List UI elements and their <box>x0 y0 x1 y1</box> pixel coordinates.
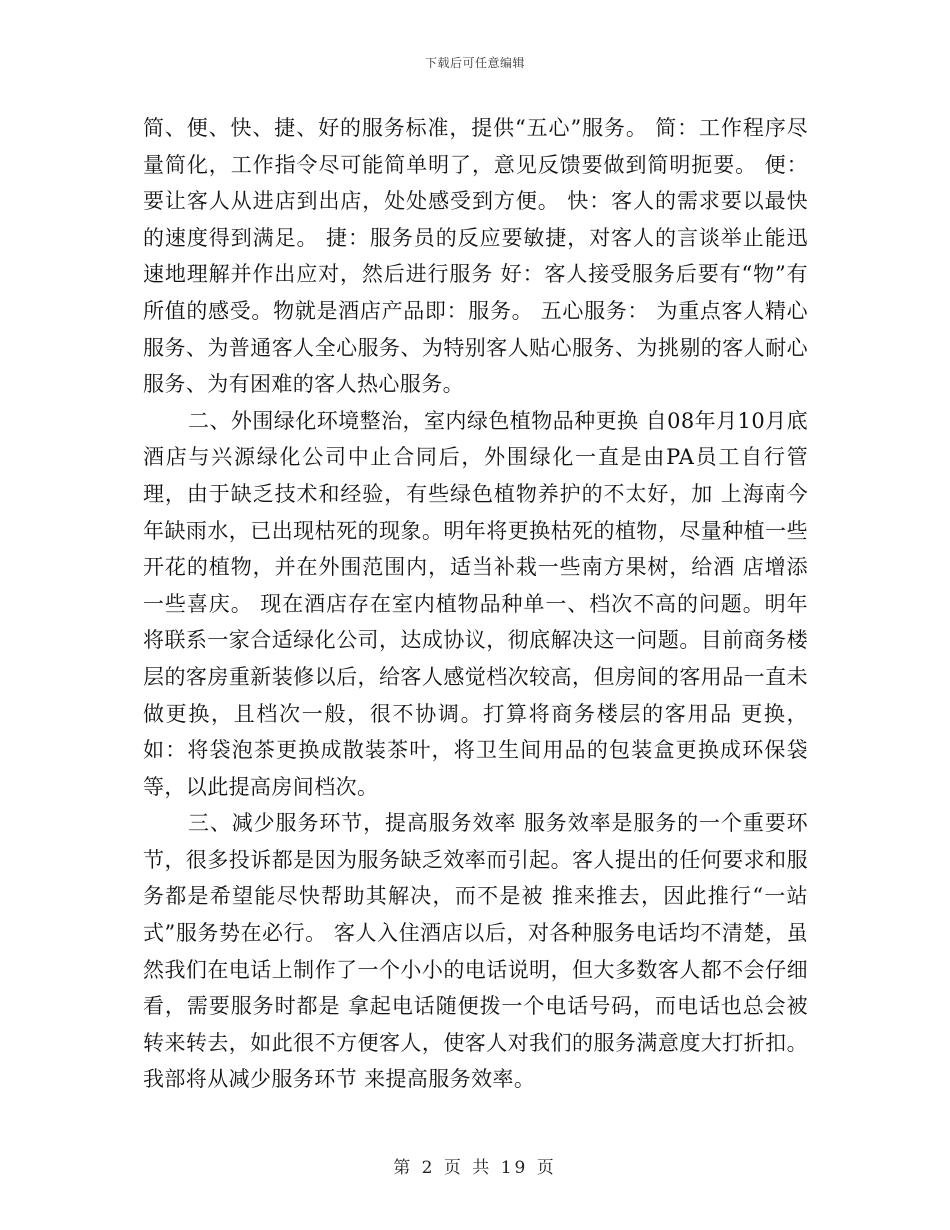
page-number-footer: 第 2 页 共 19 页 <box>393 1158 557 1178</box>
document-body <box>143 110 808 1098</box>
paragraph-service-standards: 简、便、快、捷、好的服务标准，提供“五心”服务。 简：工作程序尽量简化，工作指令尽可能简单明了，意见反馈要做到简明扼要。 便：要让客人从进店到出店，处处感受到方便。 快：客人的需求要以最快的速度得到满足。 捷：服务员的反应要敏捷，对客人的言谈举止能迅速地理解并作出应对，然后进行服务 好：客人接受服务后要有“物”有所值的感受。物就是酒店产品即：服务。 五心服务： 为重点客人精心服务、为普通客人全心服务、为特别客人贴心服务、为挑剔的客人耐心服务、为有困难的客人热心服务。 <box>143 116 808 397</box>
paragraph-service-efficiency: 三、减少服务环节，提高服务效率 服务效率是服务的一个重要环节，很多投诉都是因为服务缺乏效率而引起。客人提出的任何要求和服务都是希望能尽快帮助其解决，而不是被 推来推去，因此推行“一站式”服务势在必行。 客人入住酒店以后，对各种服务电话均不清楚，虽然我们在电话上制作了一个小小的电话说明，但大多数客人都不会仔细看，需要服务时都是 拿起电话随便拨一个电话号码，而电话也总会被转来转去，如此很不方便客人，使客人对我们的服务满意度大打折扣。我部将从减少服务环节 来提高服务效率。 <box>143 811 808 1092</box>
page-header-note: 下载后可任意编辑 <box>424 56 525 70</box>
paragraph-greening-improvement: 二、外围绿化环境整治，室内绿色植物品种更换 自08年月10月底酒店与兴源绿化公司中止合同后，外围绿化一直是由PA员工自行管理，由于缺乏技术和经验，有些绿色植物养护的不太好，加 上海南今年缺雨水，已出现枯死的现象。明年将更换枯死的植物，尽量种植一些开花的植物，并在外围范围内，适当补栽一些南方果树，给酒 店增添一些喜庆。 现在酒店存在室内植物品种单一、档次不高的问题。明年将联系一家合适绿化公司，达成协议，彻底解决这一问题。目前商务楼层的客房重新装修以后，给客人感觉档次较高，但房间的客用品一直未做更换，且档次一般，很不协调。打算将商务楼层的客用品 更换，如：将袋泡茶更换成散装茶叶，将卫生间用品的包装盒更换成环保袋等，以此提高房间档次。 <box>143 408 808 799</box>
